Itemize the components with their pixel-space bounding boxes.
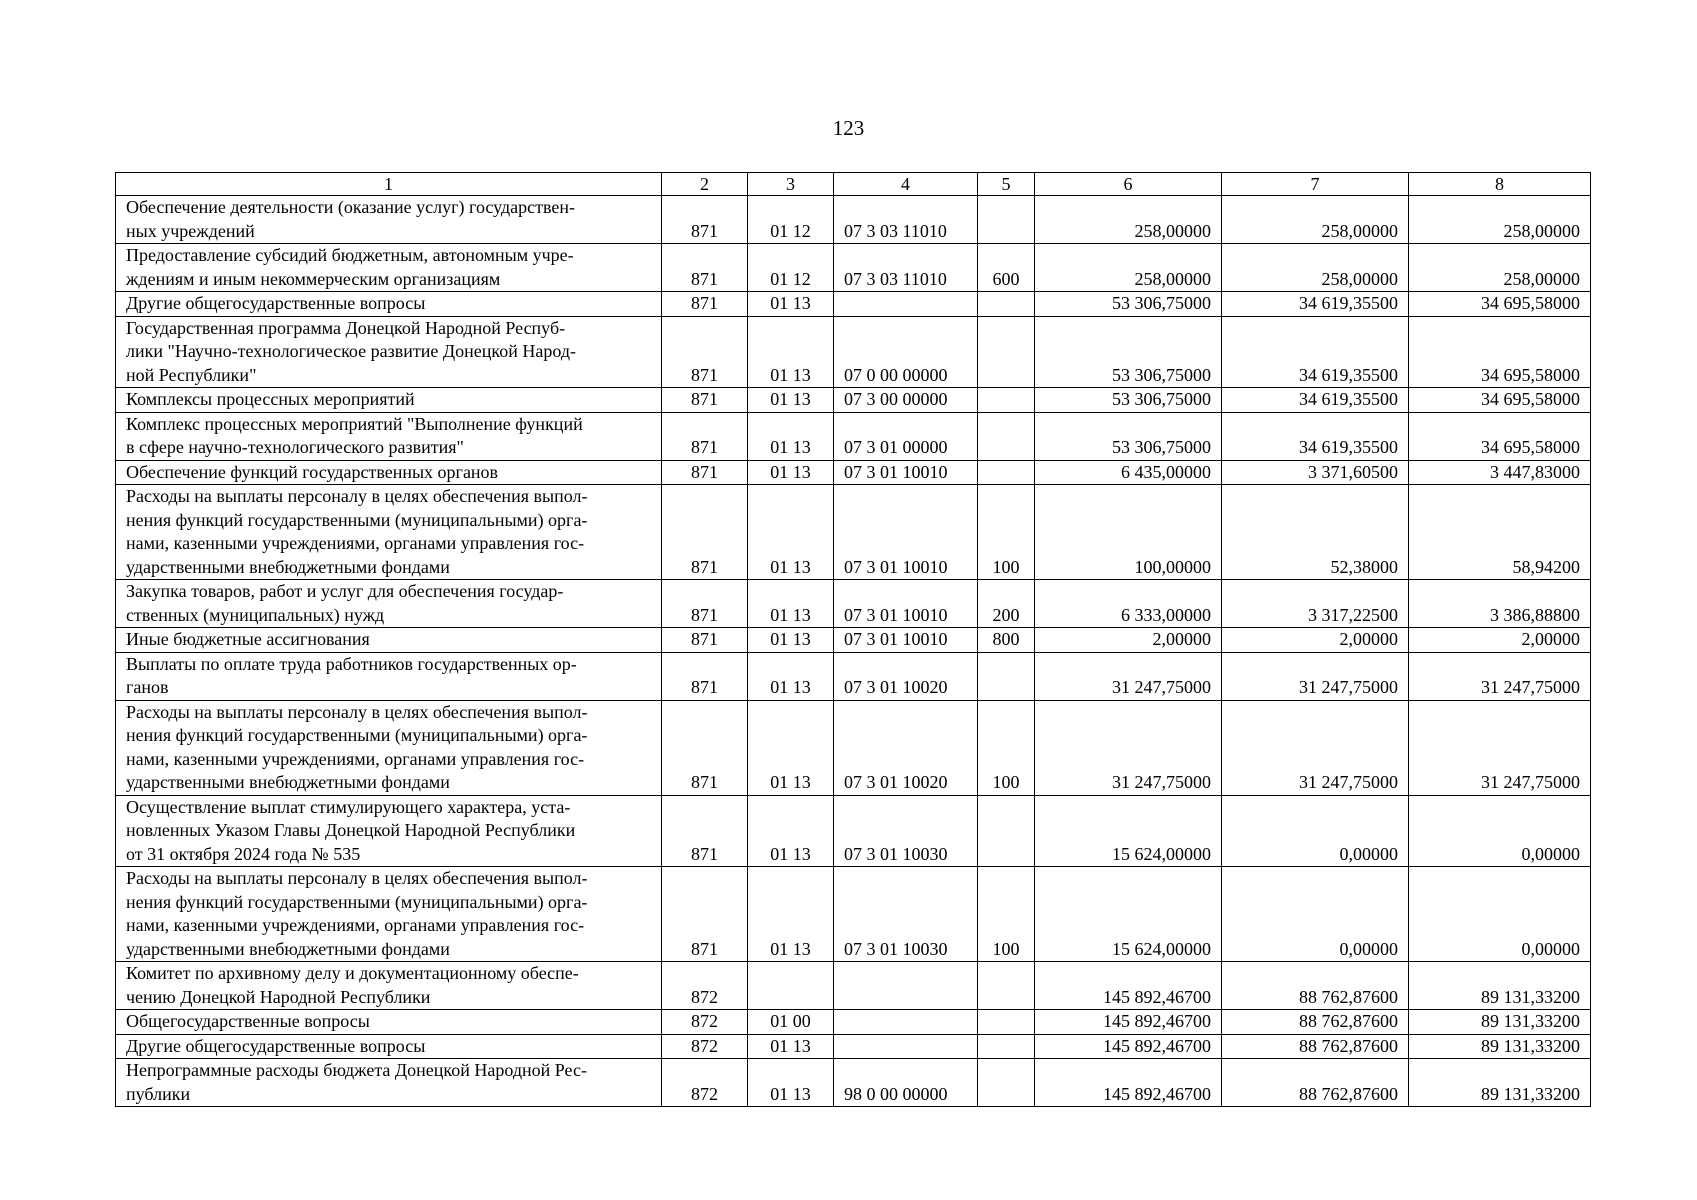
row-expense-type [978,1010,1035,1035]
row-name-line: нами, казенными учреждениями, органами управления гос- [126,748,585,769]
row-target-article: 07 3 00 00000 [834,388,978,413]
row-name-line: публики [126,1083,191,1104]
row-name-line: в сфере научно-технологического развития" [126,437,464,457]
row-section-code: 01 13 [748,867,834,962]
table-row [116,700,1591,795]
row-amount-3: 3 447,83000 [1409,460,1591,485]
table-row [116,1034,1591,1059]
row-amount-2: 258,00000 [1222,196,1409,244]
row-name [116,1010,662,1035]
table-row [116,628,1591,653]
row-name [116,962,662,1010]
row-grbs-code: 871 [662,628,748,653]
row-name [116,412,662,460]
row-name-line: Обеспечение функций государственных органов [126,461,499,482]
row-amount-3: 58,94200 [1409,485,1591,580]
row-amount-2: 3 317,22500 [1222,580,1409,628]
row-amount-1: 6 333,00000 [1035,580,1222,628]
row-target-article: 07 0 00 00000 [834,316,978,388]
row-section-code: 01 13 [748,652,834,700]
row-amount-2: 34 619,35500 [1222,412,1409,460]
row-expense-type: 100 [978,700,1035,795]
row-grbs-code: 871 [662,485,748,580]
column-header: 4 [834,173,978,196]
row-section-code: 01 13 [748,580,834,628]
row-grbs-code: 872 [662,962,748,1010]
row-name-line: Другие общегосударственные вопросы [126,293,426,313]
row-amount-3: 258,00000 [1409,244,1591,292]
row-expense-type [978,795,1035,867]
row-target-article: 07 3 01 10020 [834,700,978,795]
table-row [116,460,1591,485]
row-name [116,485,662,580]
row-amount-2: 34 619,35500 [1222,388,1409,413]
row-name-line: ных учреждений [126,220,255,241]
row-name [116,460,662,485]
row-expense-type [978,412,1035,460]
row-name-line: нения функций государственными (муниципальными) орга- [126,509,588,530]
column-number-row [116,173,1591,196]
row-amount-2: 31 247,75000 [1222,700,1409,795]
table-row [116,1059,1591,1107]
row-expense-type: 600 [978,244,1035,292]
row-amount-1: 258,00000 [1035,196,1222,244]
row-expense-type [978,292,1035,317]
row-name [116,652,662,700]
row-amount-1: 53 306,75000 [1035,316,1222,388]
row-amount-2: 0,00000 [1222,795,1409,867]
row-name-line: Обеспечение деятельности (оказание услуг) государствен- [126,197,576,217]
row-expense-type [978,652,1035,700]
row-section-code: 01 00 [748,1010,834,1035]
row-grbs-code: 872 [662,1059,748,1107]
row-grbs-code: 871 [662,700,748,795]
row-name-line: нами, казенными учреждениями, органами управления гос- [126,533,585,553]
table-row [116,316,1591,388]
row-grbs-code: 871 [662,316,748,388]
row-grbs-code: 871 [662,795,748,867]
row-expense-type [978,316,1035,388]
row-section-code: 01 13 [748,388,834,413]
row-amount-1: 145 892,46700 [1035,962,1222,1010]
row-name [116,292,662,317]
row-amount-1: 15 624,00000 [1035,795,1222,867]
row-name-line: чению Донецкой Народной Республики [126,986,431,1007]
row-amount-1: 31 247,75000 [1035,700,1222,795]
row-grbs-code: 871 [662,652,748,700]
row-name-line: Закупка товаров, работ и услуг для обеспечения государ- [126,581,564,601]
row-name [116,1034,662,1059]
row-name [116,388,662,413]
row-amount-1: 53 306,75000 [1035,292,1222,317]
row-amount-3: 31 247,75000 [1409,700,1591,795]
row-expense-type: 100 [978,867,1035,962]
row-section-code: 01 13 [748,412,834,460]
table-row [116,485,1591,580]
row-grbs-code: 871 [662,580,748,628]
row-expense-type [978,388,1035,413]
row-amount-2: 34 619,35500 [1222,316,1409,388]
row-amount-1: 31 247,75000 [1035,652,1222,700]
row-section-code: 01 13 [748,1034,834,1059]
row-section-code: 01 13 [748,628,834,653]
row-name-line: лики "Научно-технологическое развитие Донецкой Народ- [126,341,576,361]
row-target-article [834,962,978,1010]
column-header: 6 [1035,173,1222,196]
row-target-article: 07 3 01 10010 [834,460,978,485]
row-name [116,244,662,292]
row-grbs-code: 871 [662,412,748,460]
row-amount-1: 53 306,75000 [1035,412,1222,460]
row-name-line: ударственными внебюджетными фондами [126,938,450,959]
row-name-line: Общегосударственные вопросы [126,1011,370,1031]
row-name [116,795,662,867]
row-amount-2: 0,00000 [1222,867,1409,962]
row-amount-1: 2,00000 [1035,628,1222,653]
row-name [116,1059,662,1107]
row-amount-1: 145 892,46700 [1035,1010,1222,1035]
row-name-line: ударственными внебюджетными фондами [126,556,450,577]
row-section-code: 01 12 [748,196,834,244]
table-row [116,244,1591,292]
row-target-article: 07 3 01 10030 [834,795,978,867]
row-target-article: 07 3 01 10030 [834,867,978,962]
row-name-line: Расходы на выплаты персоналу в целях обеспечения выпол- [126,486,588,506]
row-section-code: 01 13 [748,1059,834,1107]
row-amount-1: 100,00000 [1035,485,1222,580]
column-header: 7 [1222,173,1409,196]
row-amount-3: 89 131,33200 [1409,1034,1591,1059]
table-row [116,962,1591,1010]
row-section-code: 01 13 [748,460,834,485]
row-grbs-code: 871 [662,867,748,962]
table-row [116,652,1591,700]
row-amount-3: 34 695,58000 [1409,388,1591,413]
row-amount-2: 88 762,87600 [1222,1034,1409,1059]
row-name [116,580,662,628]
row-expense-type [978,1059,1035,1107]
row-name [116,628,662,653]
row-amount-2: 34 619,35500 [1222,292,1409,317]
row-expense-type [978,460,1035,485]
row-amount-1: 145 892,46700 [1035,1059,1222,1107]
row-name-line: Непрограммные расходы бюджета Донецкой Народной Рес- [126,1060,587,1080]
table-body [116,173,1591,1107]
row-name-line: ждениям и иным некоммерческим организациям [126,268,501,289]
row-name-line: Расходы на выплаты персоналу в целях обеспечения выпол- [126,701,588,722]
row-name-line: Выплаты по оплате труда работников государственных ор- [126,653,577,674]
row-name-line: ганов [126,677,169,697]
row-amount-1: 53 306,75000 [1035,388,1222,413]
budget-table [115,172,1591,1107]
row-amount-3: 34 695,58000 [1409,412,1591,460]
row-grbs-code: 871 [662,196,748,244]
row-grbs-code: 871 [662,292,748,317]
row-amount-2: 88 762,87600 [1222,1010,1409,1035]
row-amount-3: 258,00000 [1409,196,1591,244]
row-grbs-code: 872 [662,1034,748,1059]
row-amount-2: 88 762,87600 [1222,1059,1409,1107]
row-name-line: нения функций государственными (муниципальными) орга- [126,891,588,912]
row-target-article: 98 0 00 00000 [834,1059,978,1107]
table-row [116,292,1591,317]
row-section-code: 01 13 [748,292,834,317]
table-row [116,1010,1591,1035]
row-name-line: ной Республики" [126,364,257,385]
row-section-code [748,962,834,1010]
row-name-line: Осуществление выплат стимулирующего характера, уста- [126,796,571,817]
table-row [116,795,1591,867]
row-amount-1: 258,00000 [1035,244,1222,292]
row-amount-2: 31 247,75000 [1222,652,1409,700]
row-grbs-code: 872 [662,1010,748,1035]
row-amount-1: 6 435,00000 [1035,460,1222,485]
table-row [116,580,1591,628]
row-amount-2: 258,00000 [1222,244,1409,292]
row-expense-type [978,1034,1035,1059]
row-amount-3: 89 131,33200 [1409,962,1591,1010]
row-name-line: ственных (муниципальных) нужд [126,604,385,625]
row-amount-3: 89 131,33200 [1409,1059,1591,1107]
page-number: 123 [832,116,865,140]
row-expense-type: 100 [978,485,1035,580]
row-name [116,867,662,962]
row-target-article: 07 3 01 00000 [834,412,978,460]
row-amount-2: 88 762,87600 [1222,962,1409,1010]
row-target-article: 07 3 01 10010 [834,628,978,653]
row-amount-3: 3 386,88800 [1409,580,1591,628]
row-section-code: 01 13 [748,485,834,580]
column-header: 5 [978,173,1035,196]
row-target-article [834,292,978,317]
row-section-code: 01 13 [748,795,834,867]
row-amount-3: 34 695,58000 [1409,316,1591,388]
row-target-article: 07 3 03 11010 [834,244,978,292]
column-header: 8 [1409,173,1591,196]
row-section-code: 01 12 [748,244,834,292]
row-amount-2: 3 371,60500 [1222,460,1409,485]
table-row [116,412,1591,460]
row-amount-3: 31 247,75000 [1409,652,1591,700]
row-amount-3: 34 695,58000 [1409,292,1591,317]
row-expense-type [978,962,1035,1010]
row-name-line: Другие общегосударственные вопросы [126,1035,426,1056]
row-amount-2: 2,00000 [1222,628,1409,653]
column-header: 2 [662,173,748,196]
row-section-code: 01 13 [748,700,834,795]
row-target-article: 07 3 01 10020 [834,652,978,700]
row-amount-3: 0,00000 [1409,867,1591,962]
row-target-article [834,1010,978,1035]
row-name-line: Комитет по архивному делу и документационному обеспе- [126,963,579,983]
row-name-line: Комплекс процессных мероприятий "Выполнение функций [126,413,583,434]
row-expense-type: 800 [978,628,1035,653]
row-name-line: ударственными внебюджетными фондами [126,772,450,792]
row-name-line: Расходы на выплаты персоналу в целях обеспечения выпол- [126,868,588,888]
row-name-line: новленных Указом Главы Донецкой Народной Республики [126,820,576,840]
row-name-line: Предоставление субсидий бюджетным, автономным учре- [126,245,574,265]
table-row [116,196,1591,244]
row-name-line: нения функций государственными (муниципальными) орга- [126,725,588,745]
row-amount-1: 145 892,46700 [1035,1034,1222,1059]
column-header: 1 [116,173,662,196]
row-name [116,700,662,795]
row-expense-type [978,196,1035,244]
row-target-article: 07 3 01 10010 [834,485,978,580]
row-grbs-code: 871 [662,244,748,292]
row-section-code: 01 13 [748,316,834,388]
row-name-line: Комплексы процессных мероприятий [126,389,415,409]
row-target-article [834,1034,978,1059]
row-amount-3: 0,00000 [1409,795,1591,867]
row-grbs-code: 871 [662,388,748,413]
row-amount-1: 15 624,00000 [1035,867,1222,962]
table-row [116,388,1591,413]
row-name [116,316,662,388]
row-target-article: 07 3 03 11010 [834,196,978,244]
row-amount-3: 89 131,33200 [1409,1010,1591,1035]
row-name-line: Государственная программа Донецкой Народной Респуб- [126,317,566,338]
row-amount-3: 2,00000 [1409,628,1591,653]
row-target-article: 07 3 01 10010 [834,580,978,628]
row-name-line: от 31 октября 2024 года № 535 [126,843,361,864]
table-row [116,867,1591,962]
row-expense-type: 200 [978,580,1035,628]
row-name [116,196,662,244]
row-amount-2: 52,38000 [1222,485,1409,580]
column-header: 3 [748,173,834,196]
row-name-line: Иные бюджетные ассигнования [126,629,370,649]
row-name-line: нами, казенными учреждениями, органами управления гос- [126,915,585,935]
row-grbs-code: 871 [662,460,748,485]
